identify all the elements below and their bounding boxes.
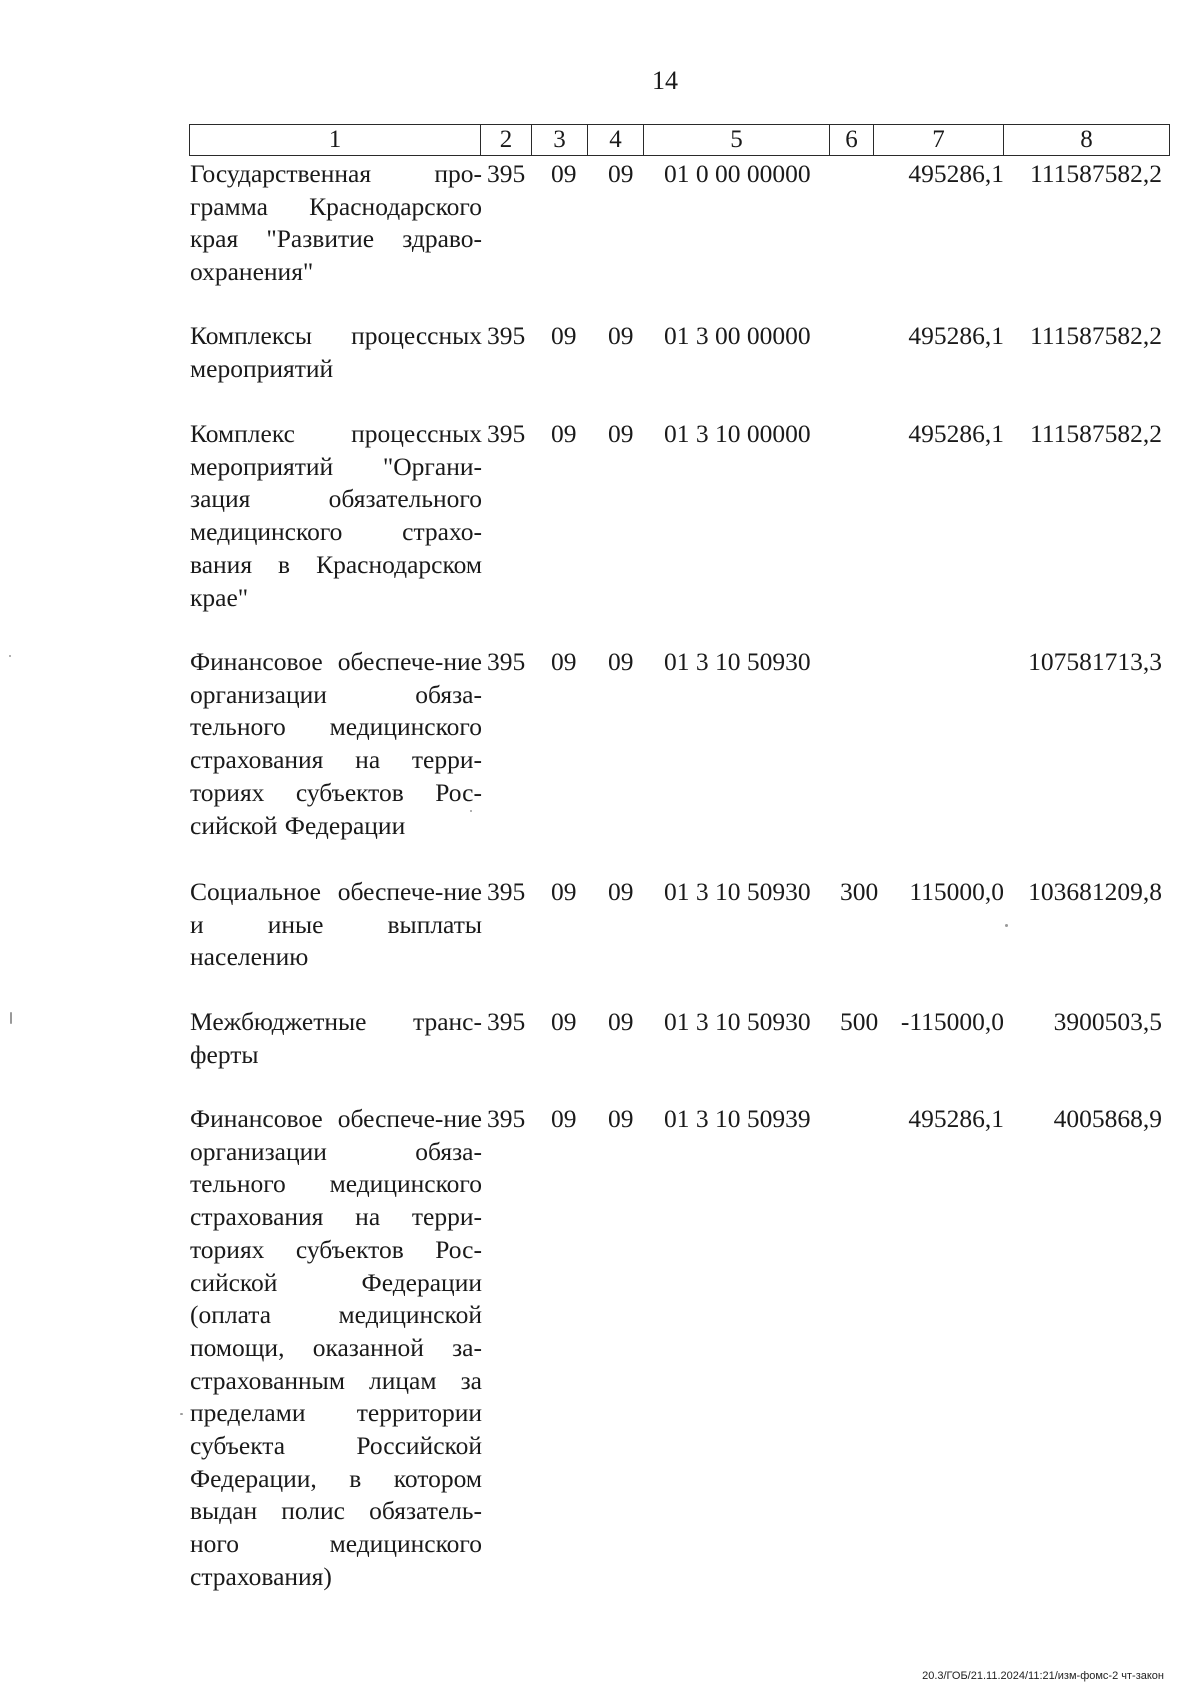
cell-col8: 103681209,8 [1028, 877, 1162, 906]
column-header-row [190, 125, 1170, 156]
cell-col4: 09 [608, 321, 634, 350]
cell-col4: 09 [608, 647, 634, 676]
cell-col2: 395 [487, 159, 526, 188]
cell-col3: 09 [551, 159, 577, 188]
cell-col2: 395 [487, 877, 526, 906]
cell-col7: 495286,1 [908, 159, 1004, 188]
page-number: 14 [652, 66, 678, 95]
cell-col4: 09 [608, 419, 634, 448]
column-header: 5 [644, 125, 830, 156]
cell-col3: 09 [551, 647, 577, 676]
cell-col7: 495286,1 [908, 1104, 1004, 1133]
column-header: 8 [1004, 125, 1170, 156]
scan-speck [470, 810, 472, 812]
cell-col5: 01 3 10 50939 [664, 1104, 811, 1133]
column-header: 1 [190, 125, 481, 156]
cell-col8: 107581713,3 [1028, 647, 1162, 676]
column-header: 2 [481, 125, 532, 156]
cell-col2: 395 [487, 1104, 526, 1133]
cell-col8: 111587582,2 [1030, 419, 1162, 448]
scan-speck [10, 1012, 12, 1024]
cell-col5: 01 3 10 00000 [664, 419, 811, 448]
cell-col8: 111587582,2 [1030, 321, 1162, 350]
cell-col3: 09 [551, 877, 577, 906]
cell-col7: 495286,1 [908, 321, 1004, 350]
scan-speck [180, 1413, 183, 1415]
cell-col4: 09 [608, 159, 634, 188]
scan-speck [1005, 924, 1008, 927]
row-name: Финансовое обеспече-ние организации обяза-тельного медицинского страхования на терри-ториях субъектов Рос-сийской Федерации [190, 647, 482, 840]
column-header: 4 [588, 125, 644, 156]
cell-col3: 09 [551, 321, 577, 350]
cell-col2: 395 [487, 647, 526, 676]
cell-col5: 01 3 10 50930 [664, 1007, 811, 1036]
cell-col4: 09 [608, 877, 634, 906]
cell-col7: 495286,1 [908, 419, 1004, 448]
row-name: Межбюджетные транс-ферты [190, 1007, 482, 1069]
column-header: 6 [830, 125, 874, 156]
cell-col2: 395 [487, 1007, 526, 1036]
cell-col7: 115000,0 [909, 877, 1004, 906]
cell-col8: 3900503,5 [1053, 1007, 1162, 1036]
cell-col5: 01 3 10 50930 [664, 877, 811, 906]
row-name: Социальное обеспече-ние и иные выплаты населению [190, 877, 482, 972]
cell-col4: 09 [608, 1007, 634, 1036]
column-header-table [189, 124, 1170, 156]
cell-col5: 01 3 10 50930 [664, 647, 811, 676]
cell-col6: 300 [840, 877, 879, 906]
cell-col3: 09 [551, 1104, 577, 1133]
cell-col2: 395 [487, 419, 526, 448]
cell-col8: 111587582,2 [1030, 159, 1162, 188]
document-footer-code: 20.3/ГОБ/21.11.2024/11:21/изм-фомс-2 чт-закон [922, 1670, 1164, 1682]
row-name: Государственная про-грамма Краснодарского края "Развитие здраво-охранения" [190, 159, 482, 287]
row-name: Комплексы процессных мероприятий [190, 321, 482, 383]
cell-col6: 500 [840, 1007, 879, 1036]
cell-col3: 09 [551, 419, 577, 448]
cell-col4: 09 [608, 1104, 634, 1133]
cell-col2: 395 [487, 321, 526, 350]
row-name: Комплекс процессных мероприятий "Органи-зация обязательного медицинского страхо-вания в Краснодарском крае" [190, 419, 482, 612]
cell-col5: 01 3 00 00000 [664, 321, 811, 350]
cell-col5: 01 0 00 00000 [664, 159, 811, 188]
cell-col3: 09 [551, 1007, 577, 1036]
column-header: 3 [532, 125, 588, 156]
cell-col8: 4005868,9 [1053, 1104, 1162, 1133]
column-header: 7 [874, 125, 1004, 156]
row-name: Финансовое обеспече-ние организации обяза-тельного медицинского страхования на терри-ториях субъектов Рос-сийской Федерации (оплата медицинской помощи, оказанной за-страхованным лицам за пределами территории субъекта Российской Федерации, в котором выдан полис обязатель-ного медицинского страхования) [190, 1104, 482, 1591]
cell-col7: -115000,0 [900, 1007, 1004, 1036]
scan-speck [9, 655, 11, 657]
